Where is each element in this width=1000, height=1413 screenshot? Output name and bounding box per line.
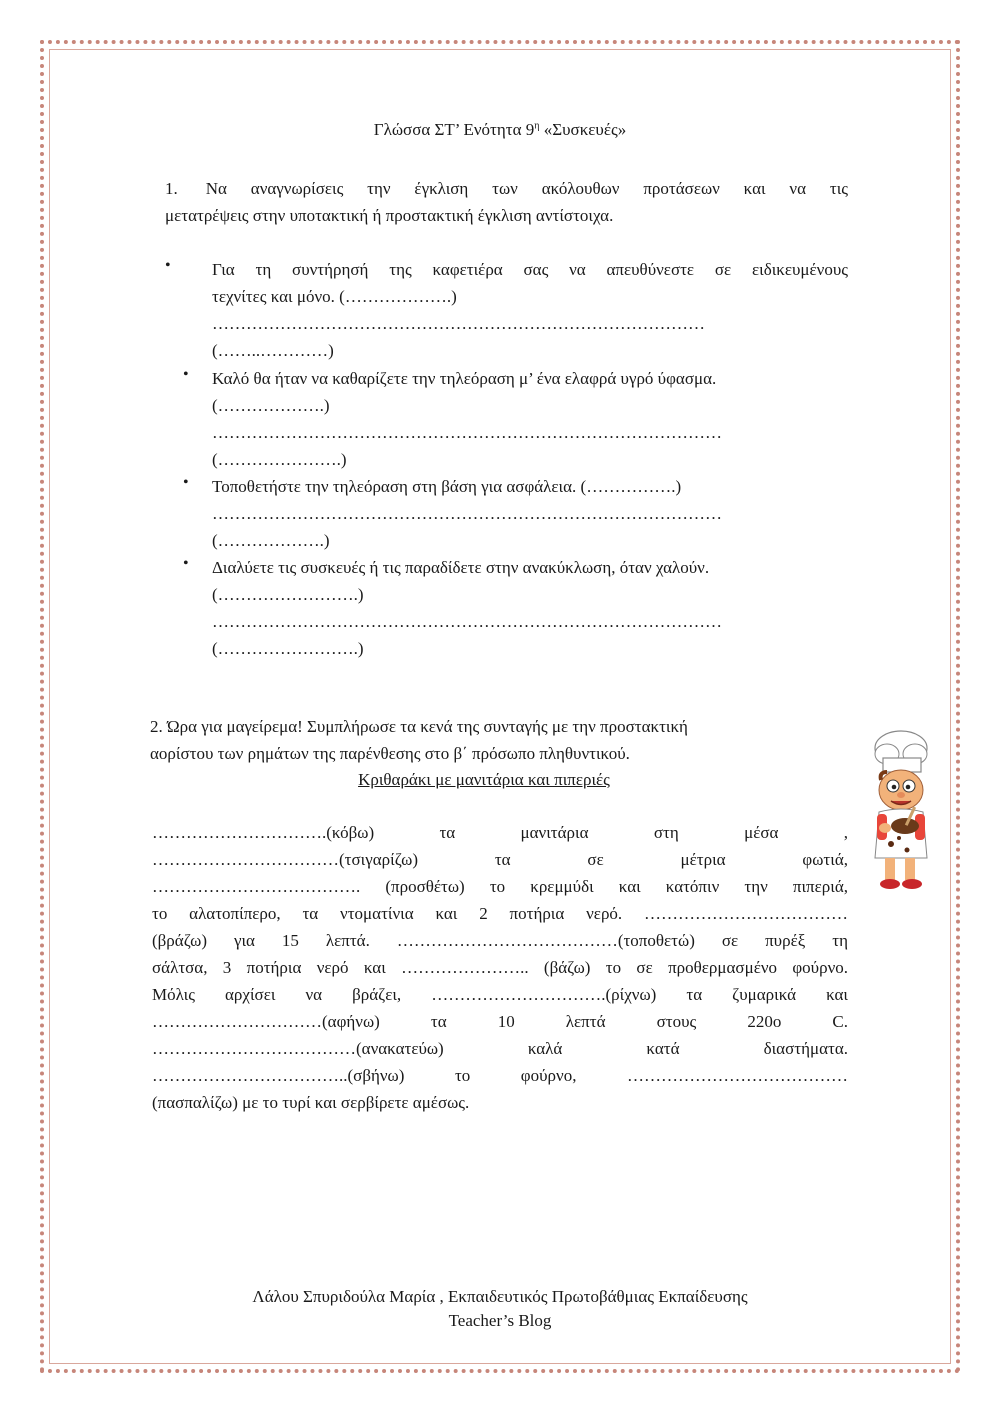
exercise-1-item bbox=[212, 256, 848, 364]
bullet-icon: • bbox=[183, 366, 189, 383]
exercise-1-intro-line2: μετατρέψεις στην υποτακτική ή προστακτική έγκλιση αντίστοιχα. bbox=[165, 206, 614, 225]
recipe-line[interactable]: ………………………………. (προσθέτω) το κρεμμύδι και κατόπιν την πιπεριά, bbox=[152, 877, 848, 896]
item-text-line1: Για τη συντήρησή της καφετιέρα σας να απευθύνεστε σε ειδικευμένους bbox=[212, 260, 848, 279]
recipe-text bbox=[152, 819, 848, 1116]
recipe-line[interactable]: ……………………………..(σβήνω) το φούρνο, ………………………………… bbox=[152, 1066, 848, 1085]
recipe-line[interactable]: Μόλις αρχίσει να βράζει, ………………………….(ρίχνω) τα ζυμαρικά και bbox=[152, 985, 848, 1004]
footer bbox=[0, 1285, 1000, 1333]
recipe-line[interactable]: …………………………(αφήνω) τα 10 λεπτά στους 220ο C. bbox=[152, 1012, 848, 1031]
exercise-2-intro bbox=[150, 713, 840, 767]
bullet-icon: • bbox=[183, 474, 189, 491]
recipe-line[interactable]: (βράζω) για 15 λεπτά. …………………………………(τοποθετώ) σε πυρέξ τη bbox=[152, 931, 848, 950]
recipe-line[interactable]: το αλατοπίπερο, τα ντοματίνια και 2 ποτήρια νερό. ……………………………… bbox=[152, 904, 848, 923]
recipe-line[interactable]: (πασπαλίζω) με το τυρί και σερβίρετε αμέσως. bbox=[152, 1093, 470, 1112]
recipe-line[interactable]: σάλτσα, 3 ποτήρια νερό και ………………….. (βάζω) το σε προθερμασμένο φούρνο. bbox=[152, 958, 848, 977]
bullet-icon: • bbox=[183, 555, 189, 572]
item-text-line2: τεχνίτες και μόνο. (……………….) bbox=[212, 287, 457, 306]
answer-dots[interactable]: ……………………………………………………………………………… bbox=[212, 504, 722, 523]
exercise-1-intro-line1: 1. Να αναγνωρίσεις την έγκλιση των ακόλουθων προτάσεων και να τις bbox=[165, 179, 848, 198]
answer-mood-blank[interactable]: (……………….) bbox=[212, 531, 330, 550]
item-text-line1: Τοποθετήστε την τηλεόραση στη βάση για ασφάλεια. (…………….) bbox=[212, 477, 682, 496]
recipe-line[interactable]: ………………………………(ανακατεύω) καλά κατά διαστήματα. bbox=[152, 1039, 848, 1058]
answer-mood-blank[interactable]: (……………….) bbox=[212, 396, 330, 415]
bullet-icon: • bbox=[165, 257, 171, 274]
item-text-line1: Καλό θα ήταν να καθαρίζετε την τηλεόραση μ’ ένα ελαφρά υγρό ύφασμα. bbox=[212, 369, 717, 388]
answer-mood-blank[interactable]: (……..…………) bbox=[212, 341, 334, 360]
answer-dots[interactable]: ……………………………………………………………………………… bbox=[212, 423, 722, 442]
recipe-line[interactable]: ……………………………(τσιγαρίζω) τα σε μέτρια φωτιά, bbox=[152, 850, 848, 869]
footer-blog: Teacher’s Blog bbox=[448, 1311, 552, 1330]
answer-mood-blank[interactable]: (…………………….) bbox=[212, 585, 364, 604]
page-title: Γλώσσα ΣΤ’ Ενότητα $9^\eta$ «Συσκευές» bbox=[373, 120, 627, 139]
answer-mood-blank[interactable]: (………………….) bbox=[212, 450, 347, 469]
answer-dots[interactable]: ……………………………………………………………………………… bbox=[212, 612, 722, 631]
answer-dots[interactable]: …………………………………………………………………………… bbox=[212, 314, 705, 333]
exercise-1-item bbox=[212, 473, 848, 554]
recipe-title: Κριθαράκι με μανιτάρια και πιπεριές bbox=[358, 770, 610, 789]
exercise-2-intro-line1: 2. Ώρα για μαγείρεμα! Συμπλήρωσε τα κενά της συνταγής με την προστακτική bbox=[150, 717, 688, 736]
chef-cartoon-icon bbox=[865, 728, 940, 893]
inner-border bbox=[49, 49, 951, 1364]
footer-author: Λάλου Σπυριδούλα Μαρία , Εκπαιδευτικός Πρωτοβάθμιας Εκπαίδευσης bbox=[252, 1287, 748, 1306]
exercise-1-item bbox=[212, 554, 848, 662]
exercise-1-intro bbox=[165, 175, 848, 229]
item-text-line1: Διαλύετε τις συσκευές ή τις παραδίδετε στην ανακύκλωση, όταν χαλούν. bbox=[212, 558, 710, 577]
answer-mood-blank[interactable]: (…………………….) bbox=[212, 639, 364, 658]
exercise-2-intro-line2: αορίστου των ρημάτων της παρένθεσης στο β΄ πρόσωπο πληθυντικού. bbox=[150, 744, 630, 763]
exercise-1-item bbox=[212, 365, 848, 473]
recipe-line[interactable]: ………………………….(κόβω) τα μανιτάρια στη μέσα , bbox=[152, 823, 848, 842]
